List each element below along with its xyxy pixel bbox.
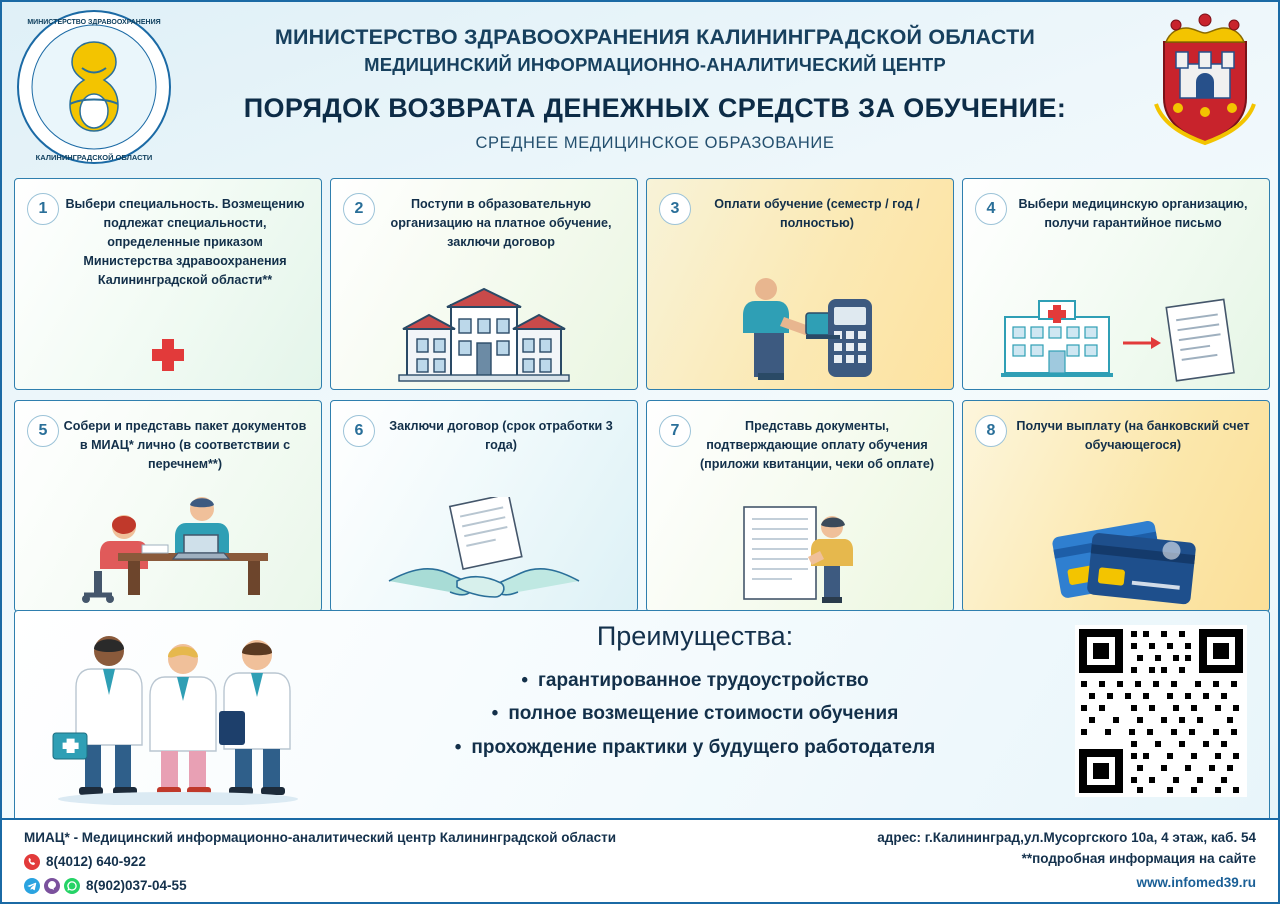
step-card-7: [646, 400, 954, 612]
handshake-contract-icon: [379, 497, 589, 607]
benefit-item: • прохождение практики у будущего работодателя: [345, 731, 1045, 764]
qr-code-icon[interactable]: [1075, 625, 1247, 797]
step-art-6: [331, 497, 637, 607]
ministry-line-1: МИНИСТЕРСТВО ЗДРАВООХРАНЕНИЯ КАЛИНИНГРАДСКОЙ ОБЛАСТИ: [274, 25, 1036, 49]
benefits-panel: [14, 610, 1270, 822]
step-card-1: [14, 178, 322, 390]
steps-grid: [14, 178, 1270, 612]
poster-header: [2, 2, 1278, 174]
card-payment-terminal-icon: [710, 273, 890, 385]
step-number-5: 5: [27, 415, 59, 447]
step-text-5: Собери и представь пакет документов в МИАЦ* лично (в соответствии с перечнем**): [63, 419, 307, 471]
footer-right-block: [877, 828, 1256, 894]
step-art-1: [15, 275, 321, 385]
messenger-icons: [24, 878, 80, 894]
step-art-8: [963, 497, 1269, 607]
hospital-and-letter-icon: [991, 289, 1241, 385]
svg-text:КАЛИНИНГРАДСКОЙ ОБЛАСТИ: КАЛИНИНГРАДСКОЙ ОБЛАСТИ: [35, 153, 153, 162]
step-card-2: [330, 178, 638, 390]
step-number-1: 1: [27, 193, 59, 225]
address-line: адрес: г.Калининград,ул.Мусоргского 10а, 4 этаж, каб. 54: [877, 830, 1256, 845]
step-text-1: Выбери специальность. Возмещению подлежат специальности, определенные приказом Министерства здравоохранения Калининградской области**: [65, 197, 305, 287]
viber-icon: [44, 878, 60, 894]
step-art-7: [647, 497, 953, 607]
step-number-7: 7: [659, 415, 691, 447]
header-text-block: [182, 24, 1128, 153]
step-text-7: Представь документы, подтверждающие оплату обучения (приложи квитанции, чеки об оплате): [699, 419, 935, 471]
page-subtitle: СРЕДНЕЕ МЕДИЦИНСКОЕ ОБРАЗОВАНИЕ: [475, 133, 835, 152]
phone-main[interactable]: 8(4012) 640-922: [46, 853, 146, 869]
benefits-list: [345, 664, 1045, 764]
step-text-6: Заключи договор (срок отработки 3 года): [389, 419, 613, 452]
benefit-item: • гарантированное трудоустройство: [345, 664, 1045, 697]
step-text-4: Выбери медицинскую организацию, получи гарантийное письмо: [1018, 197, 1248, 230]
phone-icon: [24, 854, 40, 870]
step-card-8: [962, 400, 1270, 612]
red-cross-icon: [138, 325, 198, 385]
step-art-4: [963, 275, 1269, 385]
step-text-8: Получи выплату (на банковский счет обучающегося): [1016, 419, 1250, 452]
step-number-6: 6: [343, 415, 375, 447]
benefit-item: • полное возмещение стоимости обучения: [345, 697, 1045, 730]
bank-cards-icon: [1026, 511, 1206, 607]
step-art-5: [15, 497, 321, 607]
poster-footer: [2, 818, 1278, 902]
step-number-4: 4: [975, 193, 1007, 225]
step-art-3: [647, 275, 953, 385]
ministry-logo-icon: [10, 6, 178, 168]
step-card-6: [330, 400, 638, 612]
step-card-3: [646, 178, 954, 390]
step-number-8: 8: [975, 415, 1007, 447]
footer-left-block: [24, 828, 616, 897]
site-note: **подробная информация на сайте: [1021, 850, 1256, 866]
website-link[interactable]: www.infomed39.ru: [1136, 874, 1256, 890]
step-text-2: Поступи в образовательную организацию на платное обучение, заключи договор: [390, 197, 612, 249]
benefits-block: [345, 621, 1045, 764]
phone-mobile-row: [24, 876, 616, 897]
person-with-document-icon: [710, 505, 890, 607]
medical-team-illustration: [33, 625, 323, 805]
svg-text:МИНИСТЕРСТВО ЗДРАВООХРАНЕНИЯ: МИНИСТЕРСТВО ЗДРАВООХРАНЕНИЯ: [27, 19, 161, 26]
whatsapp-icon: [64, 878, 80, 894]
telegram-icon: [24, 878, 40, 894]
benefits-title: Преимущества:: [596, 621, 794, 651]
phone-main-row: [24, 852, 616, 873]
office-desk-icon: [58, 487, 278, 607]
step-text-3: Оплати обучение (семестр / год / полностью): [714, 197, 920, 230]
ministry-line-2: МЕДИЦИНСКИЙ ИНФОРМАЦИОННО-АНАЛИТИЧЕСКИЙ ЦЕНТР: [364, 53, 946, 75]
step-card-4: [962, 178, 1270, 390]
step-card-5: [14, 400, 322, 612]
coat-of-arms-icon: [1146, 12, 1264, 147]
miac-definition: МИАЦ* - Медицинский информационно-аналитический центр Калининградской области: [24, 830, 617, 845]
step-art-2: [331, 275, 637, 385]
phone-mobile[interactable]: 8(902)037-04-55: [86, 877, 187, 893]
college-building-icon: [389, 281, 579, 385]
step-number-3: 3: [659, 193, 691, 225]
page-title: ПОРЯДОК ВОЗВРАТА ДЕНЕЖНЫХ СРЕДСТВ ЗА ОБУЧЕНИЕ:: [243, 92, 1067, 123]
step-number-2: 2: [343, 193, 375, 225]
